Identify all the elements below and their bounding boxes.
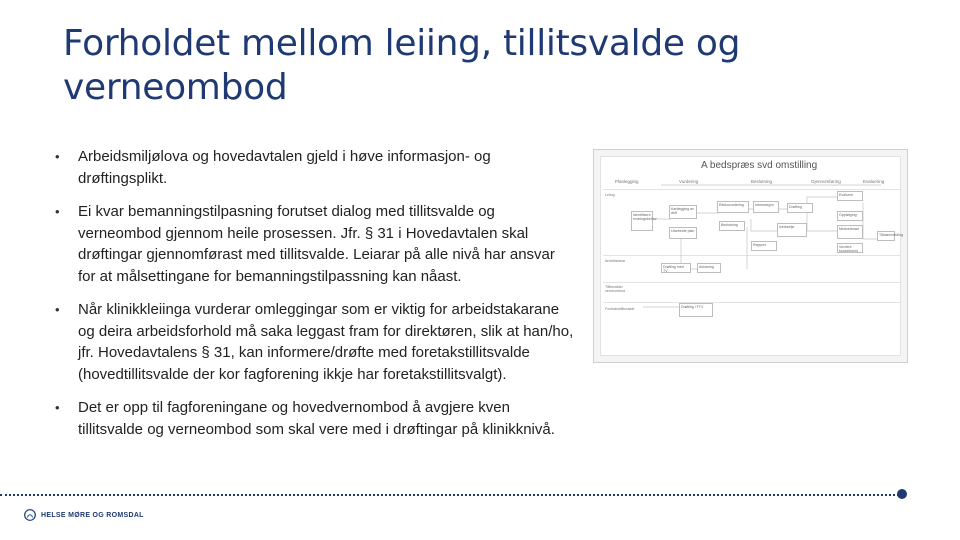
diagram-box: Vurdere konsekvens bbox=[837, 243, 863, 253]
diagram-lane-label: Foretakstillitsvalde bbox=[605, 307, 635, 311]
organization-logo bbox=[24, 509, 144, 521]
bullet-item bbox=[55, 397, 575, 440]
helse-logo-icon bbox=[24, 509, 36, 521]
bullet-item bbox=[55, 299, 575, 385]
bullet-symbol: • bbox=[55, 149, 60, 164]
logo-text: HELSE MØRE OG ROMSDAL bbox=[41, 511, 144, 519]
diagram-phase: Planlegging bbox=[615, 179, 639, 184]
diagram-box: Tilbakemelding bbox=[877, 231, 895, 241]
diagram-box: Medverknad bbox=[837, 225, 863, 239]
footer-divider bbox=[0, 494, 903, 496]
diagram-box: Risikovurdering bbox=[717, 201, 749, 213]
bullet-symbol: • bbox=[55, 302, 60, 317]
bullet-text: Det er opp til fagforeningane og hovedvernombod å avgjere kven tillitsvalde og verneombod som skal vere med i drøftingar på klinikknivå. bbox=[78, 399, 555, 438]
diagram-phase: Gjennomføring bbox=[811, 179, 841, 184]
diagram-box: Identifisere endringsbehov bbox=[631, 211, 653, 231]
bullet-text: Arbeidsmiljølova og hovedavtalen gjeld i høve informasjon- og drøftingsplikt. bbox=[78, 148, 491, 187]
bullet-text: Når klinikkleiinga vurderar omleggingar som er viktig for arbeidstakarane og deira arbeidsforhold må saka leggast fram for direktøren, slik at han/ho, jfr. Hovedavtalens § 31, kan informere/drøfte med foretakstillitsvalde (hovedtillitsvalde der kor fagforening ikkje har foretakstillitsvalgt). bbox=[78, 301, 574, 383]
bullet-item bbox=[55, 201, 575, 287]
diagram-box: Informasjon bbox=[753, 201, 779, 213]
diagram-lane-label: Tillitsvalde/ verneombod bbox=[605, 285, 625, 294]
diagram-phase: Vurdering bbox=[679, 179, 699, 184]
bullet-text: Ei kvar bemanningstilpasning forutset dialog med tillitsvalde og verneombod gjennom heile prosessen. Jfr. § 31 i Hovedavtalen skal drøftingar gjennomførast med tillitsvalde. Leiarar på alle nivå har ansvar for at målsettingane for bemanningstilpassning kan nåast. bbox=[78, 203, 555, 285]
slide-title: Forholdet mellom leiing, tillitsvalde og verneombod bbox=[63, 23, 741, 108]
diagram-box: Rapport bbox=[751, 241, 777, 251]
bullet-item bbox=[55, 146, 575, 189]
diagram-phase: Beslutning bbox=[751, 179, 773, 184]
bullet-symbol: • bbox=[55, 400, 60, 415]
diagram-lane-label: Leiing bbox=[605, 193, 615, 197]
bullet-list bbox=[55, 146, 575, 452]
process-diagram-canvas bbox=[600, 156, 904, 356]
diagram-box: Evaluere bbox=[837, 191, 863, 201]
footer-accent-dot bbox=[897, 489, 907, 499]
diagram-title: A bedspræs svd omstilling bbox=[701, 160, 818, 171]
diagram-box: Beslutning bbox=[719, 221, 745, 231]
bullet-symbol: • bbox=[55, 204, 60, 219]
diagram-box: Avklaring bbox=[697, 263, 721, 273]
diagram-phase: Evaluering bbox=[863, 179, 885, 184]
diagram-box: Oppfølging bbox=[837, 211, 863, 221]
diagram-box: Kartlegging av drift bbox=[669, 205, 697, 219]
diagram-box: Iverksetje bbox=[777, 223, 807, 237]
diagram-box: Utarbeide plan bbox=[669, 227, 697, 239]
diagram-lane-label: Arbeidstakar bbox=[605, 259, 626, 263]
diagram-box: Drøfting i FTV bbox=[679, 303, 713, 317]
diagram-connectors bbox=[601, 157, 902, 357]
diagram-box: Drøfting med TV bbox=[661, 263, 691, 273]
process-diagram-image bbox=[593, 149, 908, 363]
diagram-box: Drøfting bbox=[787, 203, 813, 213]
